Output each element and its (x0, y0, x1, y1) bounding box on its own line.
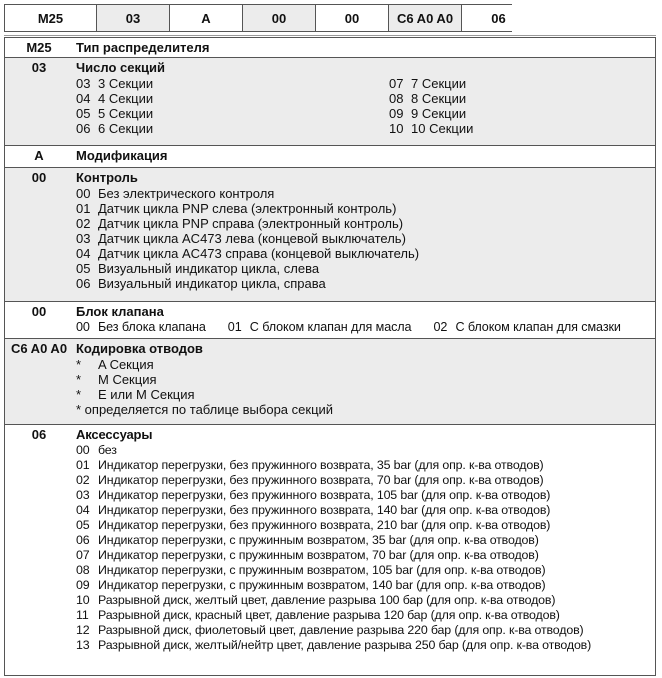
asterisk-icon: * (76, 357, 82, 372)
row-code: 00 (31, 304, 47, 319)
sections-right-list (389, 76, 473, 136)
option-item: 04 Датчик цикла AC473 справа (концевой выключатель) (76, 246, 420, 261)
asterisk-icon: * (76, 387, 82, 402)
option-item: 08 8 Секции (389, 91, 467, 106)
option-item: 06 Индикатор перегрузки, с пружинным возвратом, 35 bar (для опр. к-ва отводов) (76, 533, 539, 547)
order-code-strip (4, 4, 512, 32)
option-item: 01 Индикатор перегрузки, без пружинного возврата, 35 bar (для опр. к-ва отводов) (76, 458, 544, 472)
option-item: 11 Разрывной диск, красный цвет, давление разрыва 120 бар (для опр. к-ва отводов) (76, 608, 560, 622)
option-item: 02 Индикатор перегрузки, без пружинного возврата, 70 bar (для опр. к-ва отводов) (76, 473, 544, 487)
option-item: 04 Индикатор перегрузки, без пружинного возврата, 140 bar (для опр. к-ва отводов) (76, 503, 551, 517)
row-code: 06 (31, 427, 47, 442)
option-item: 05 Визуальный индикатор цикла, слева (76, 261, 320, 276)
row-code: A (34, 148, 44, 163)
row-accessories (5, 425, 655, 675)
row-control (5, 168, 655, 302)
option-item: 07 7 Секции (389, 76, 467, 91)
option-item: 00 без (76, 443, 117, 457)
spec-table (4, 37, 656, 676)
row-title: Контроль (76, 170, 138, 185)
row-valve-block (5, 302, 655, 339)
option-item: * E или M Секция (76, 387, 195, 402)
option-item: 05 Индикатор перегрузки, без пружинного возврата, 210 bar (для опр. к-ва отводов) (76, 518, 551, 532)
code-cell-accessories: 06 (462, 5, 535, 31)
option-item: 00 Без электрического контроля (76, 186, 275, 201)
option-item: 12 Разрывной диск, фиолетовый цвет, давление разрыва 220 бар (для опр. к-ва отводов) (76, 623, 584, 637)
row-title: Число секций (76, 60, 165, 75)
code-cell-modification: A (170, 5, 243, 31)
footnote: * определяется по таблице выбора секций (76, 402, 334, 417)
row-code: 00 (31, 170, 47, 185)
option-item: 03 Индикатор перегрузки, без пружинного возврата, 105 bar (для опр. к-ва отводов) (76, 488, 551, 502)
option-item: 01 С блоком клапан для масла (227, 320, 412, 334)
row-type (5, 38, 655, 58)
option-item: 01 Датчик цикла PNP слева (электронный контроль) (76, 201, 397, 216)
row-title: Блок клапана (76, 304, 164, 319)
code-cell-type: M25 (5, 5, 97, 31)
option-item: 02 Датчик цикла PNP справа (электронный контроль) (76, 216, 404, 231)
option-item: 06 Визуальный индикатор цикла, справа (76, 276, 326, 291)
code-cell-valve-block: 00 (316, 5, 389, 31)
row-title: Кодировка отводов (76, 341, 203, 356)
option-item: 03 Датчик цикла AC473 лева (концевой выключатель) (76, 231, 406, 246)
option-item: 08 Индикатор перегрузки, с пружинным возвратом, 105 bar (для опр. к-ва отводов) (76, 563, 546, 577)
valve-block-options (76, 320, 655, 335)
option-item: 00 Без блока клапана (76, 320, 206, 334)
option-item: 10 Разрывной диск, желтый цвет, давление разрыва 100 бар (для опр. к-ва отводов) (76, 593, 556, 607)
option-item: 04 4 Секции (76, 91, 154, 106)
option-item: 03 3 Секции (76, 76, 154, 91)
option-item: 06 6 Секции (76, 121, 154, 136)
code-cell-sections: 03 (97, 5, 170, 31)
asterisk-icon: * (76, 372, 82, 387)
option-item: 09 9 Секции (389, 106, 467, 121)
row-code: M25 (26, 40, 52, 55)
option-item: * M Секция (76, 372, 157, 387)
row-title: Тип распределителя (76, 40, 210, 55)
code-cell-outlets: C6 A0 A0 (389, 5, 462, 31)
row-title: Аксессуары (76, 427, 153, 442)
divider (4, 35, 656, 36)
option-item: 10 10 Секции (389, 121, 474, 136)
sections-left-list (76, 76, 655, 136)
row-outlets (5, 339, 655, 425)
option-item: 02 С блоком клапан для смазки (433, 320, 621, 334)
row-title: Модификация (76, 148, 168, 163)
option-item: 09 Индикатор перегрузки, с пружинным возвратом, 140 bar (для опр. к-ва отводов) (76, 578, 546, 592)
option-item: 05 5 Секции (76, 106, 154, 121)
option-item: 13 Разрывной диск, желтый/нейтр цвет, давление разрыва 250 бар (для опр. к-ва отводов) (76, 638, 592, 652)
option-item: 07 Индикатор перегрузки, с пружинным возвратом, 70 bar (для опр. к-ва отводов) (76, 548, 539, 562)
row-modification (5, 146, 655, 168)
option-item: * A Секция (76, 357, 154, 372)
row-code: 03 (31, 60, 47, 75)
code-cell-control: 00 (243, 5, 316, 31)
row-code: C6 A0 A0 (10, 341, 68, 356)
row-sections (5, 58, 655, 146)
